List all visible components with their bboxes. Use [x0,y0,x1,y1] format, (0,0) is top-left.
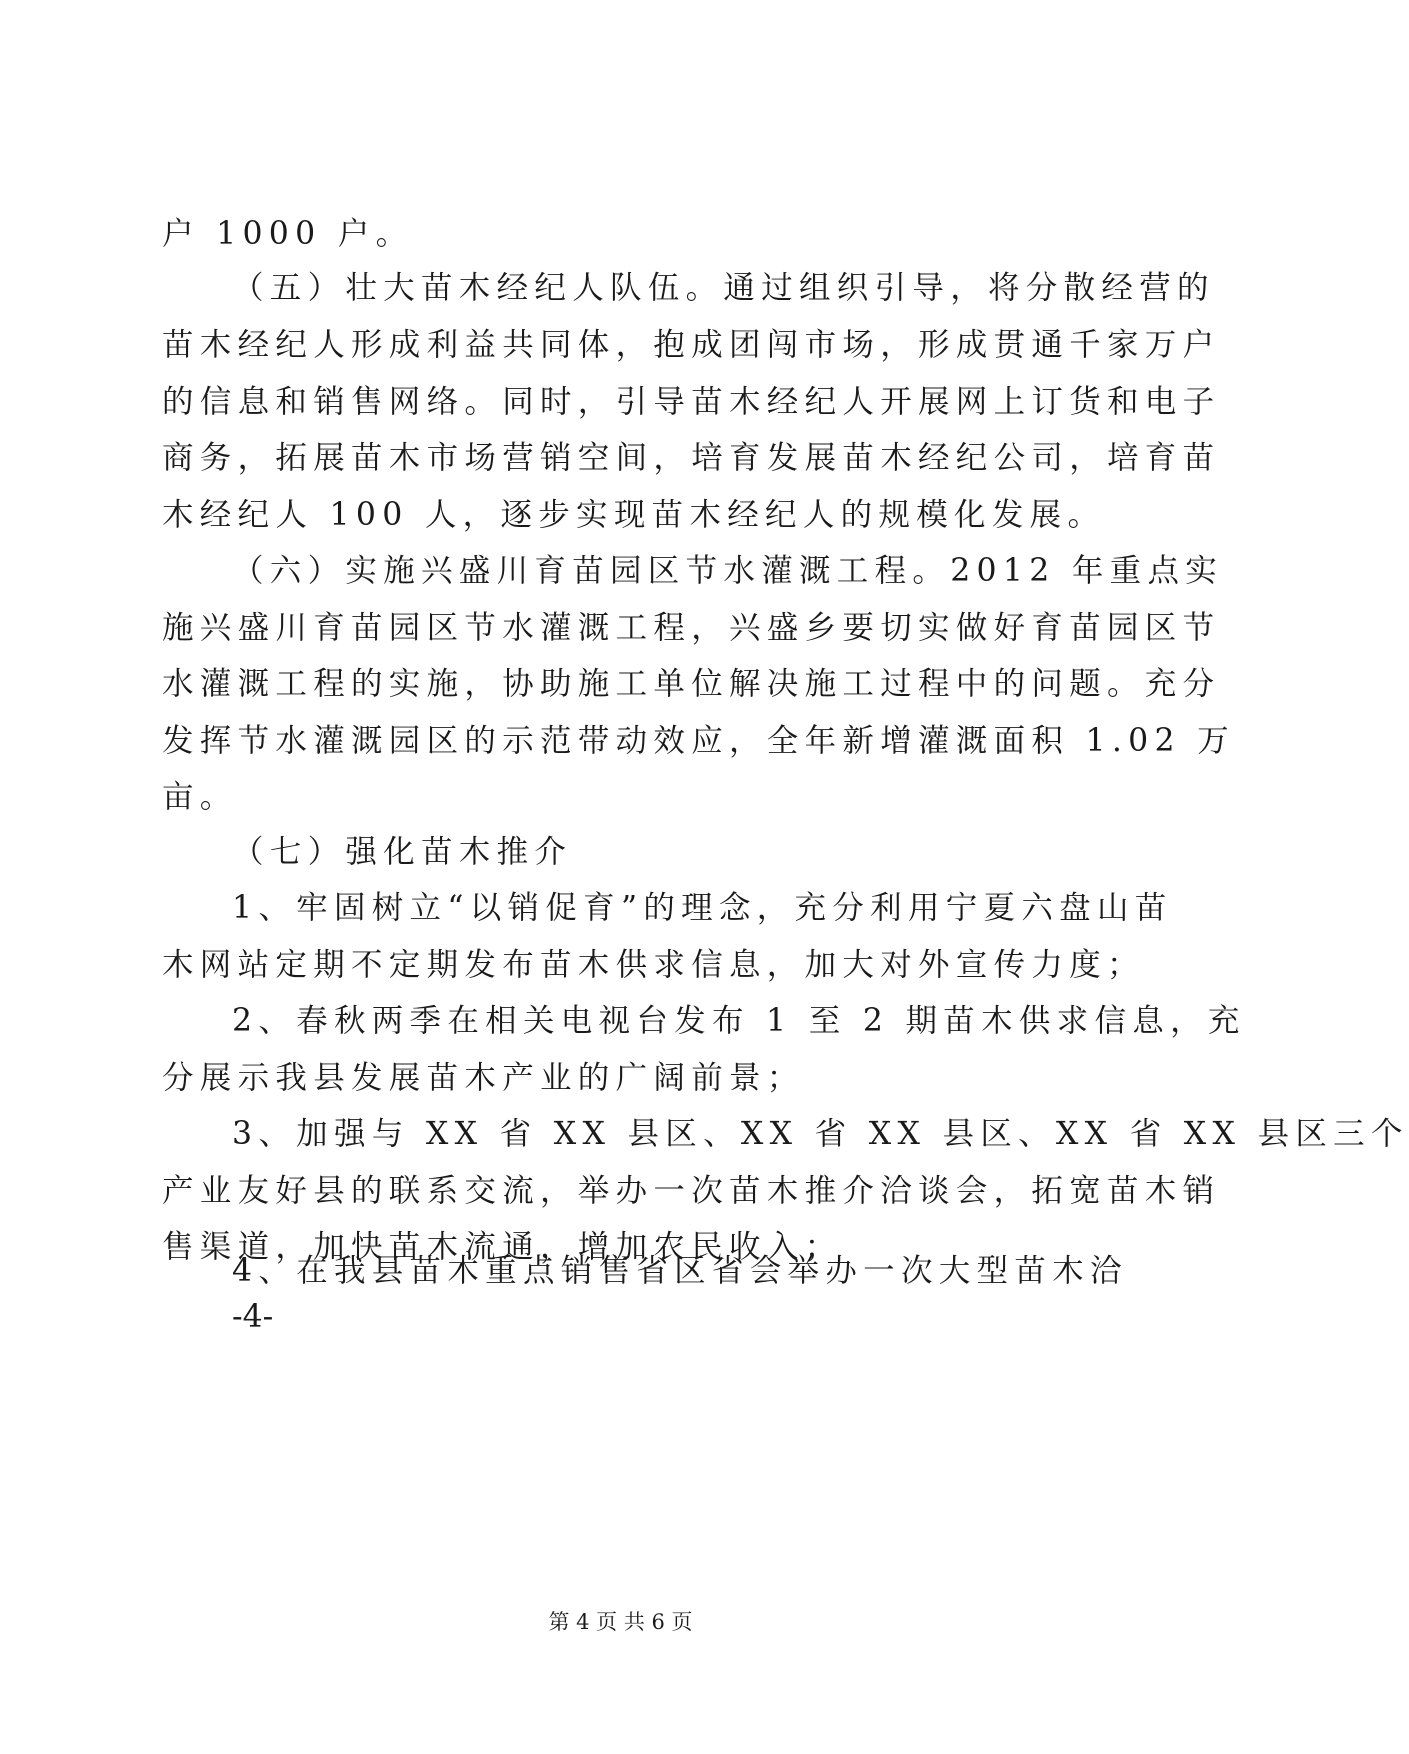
body-line: 分展示我县发展苗木产业的广阔前景； [162,1060,805,1096]
body-line: 售渠道，加快苗木流通，增加农民收入； [162,1229,843,1265]
body-line: 发挥节水灌溉园区的示范带动效应，全年新增灌溉面积 1.02 万 [162,723,1235,759]
page-number: -4- [232,1299,274,1335]
body-line: 商务，拓展苗木市场营销空间，培育发展苗木经纪公司，培育苗 [162,440,1221,476]
list-item-4-line: 4、在我县苗木重点销售省区省会举办一次大型苗木洽 [232,1253,1128,1289]
list-item-1-line: 1、牢固树立“以销促育”的理念，充分利用宁夏六盘山苗 [232,890,1173,926]
body-line: 水灌溉工程的实施，协助施工单位解决施工过程中的问题。充分 [162,666,1221,702]
body-line: 产业友好县的联系交流，举办一次苗木推介洽谈会，拓宽苗木销 [162,1173,1221,1209]
body-line: 的信息和销售网络。同时，引导苗木经纪人开展网上订货和电子 [162,384,1221,420]
body-line: 木网站定期不定期发布苗木供求信息，加大对外宣传力度； [162,947,1145,983]
body-line: 亩。 [162,779,238,815]
list-item-2-line: 2、春秋两季在相关电视台发布 1 至 2 期苗木供求信息，充 [232,1003,1246,1039]
section-6-heading-line: （六）实施兴盛川育苗园区节水灌溉工程。2012 年重点实 [232,553,1224,589]
section-5-heading-line: （五）壮大苗木经纪人队伍。通过组织引导，将分散经营的 [232,270,1215,306]
list-item-3-line: 3、加强与 XX 省 XX 县区、XX 省 XX 县区、XX 省 XX 县区三个 [232,1116,1409,1152]
body-line: 户 1000 户。 [162,216,414,252]
body-line: 苗木经纪人形成利益共同体，抱成团闯市场，形成贯通千家万户 [162,327,1221,363]
page-footer: 第 4 页 共 6 页 [548,1610,693,1634]
section-7-heading: （七）强化苗木推介 [232,834,573,870]
body-line: 施兴盛川育苗园区节水灌溉工程，兴盛乡要切实做好育苗园区节 [162,610,1221,646]
body-line: 木经纪人 100 人，逐步实现苗木经纪人的规模化发展。 [162,497,1106,533]
